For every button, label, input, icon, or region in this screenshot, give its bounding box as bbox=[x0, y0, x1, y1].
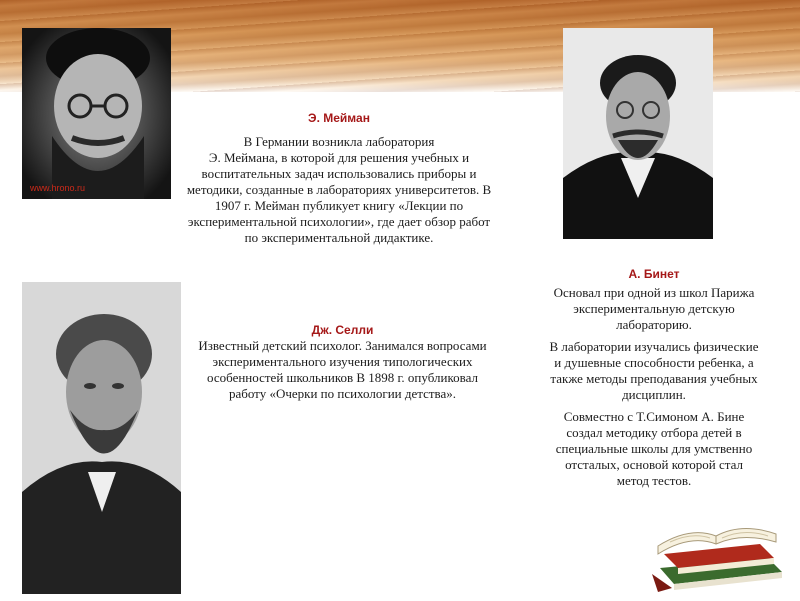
selli-paragraph: Известный детский психолог. Занимался вопросами экспериментального изучения типологических особенностей школьников В 1898 г. опубликовал работу «Очерки по психологии детства». bbox=[198, 338, 487, 401]
portrait-selli bbox=[22, 282, 181, 594]
meyman-paragraph-1: В Германии возникла лаборатория bbox=[243, 134, 435, 149]
meyman-name: Э. Мейман bbox=[308, 111, 370, 125]
watermark: www.hrono.ru bbox=[30, 183, 86, 193]
binet-paragraph-1: Основал при одной из школ Парижа экспериментальную детскую лабораторию. bbox=[553, 285, 755, 332]
meyman-paragraph-2: Э. Меймана, в которой для решения учебных и воспитательных задач использовались приборы и методики, созданные в лабораториях университетов. В 1907 г. Мейман публикует книгу «Лекции по экспериментальной психологии», где дает обзор работ по экспериментальной дидактике. bbox=[186, 150, 492, 245]
portrait-binet bbox=[563, 28, 713, 239]
portrait-meyman bbox=[22, 28, 171, 199]
binet-paragraph-3: Совместно с Т.Симоном А. Бине создал методику отбора детей в специальные школы для умственно отсталых, основой которой стал метод тестов. bbox=[555, 409, 753, 488]
books-icon bbox=[650, 512, 786, 596]
meyman-text-block bbox=[186, 110, 492, 246]
selli-text-block bbox=[195, 322, 490, 402]
binet-name: А. Бинет bbox=[628, 267, 680, 281]
binet-paragraph-2: В лаборатории изучались физические и душевные способности ребенка, а также методы преподавания учебных дисциплин. bbox=[549, 339, 759, 402]
binet-text-block bbox=[549, 266, 759, 489]
selli-name: Дж. Селли bbox=[311, 323, 374, 337]
